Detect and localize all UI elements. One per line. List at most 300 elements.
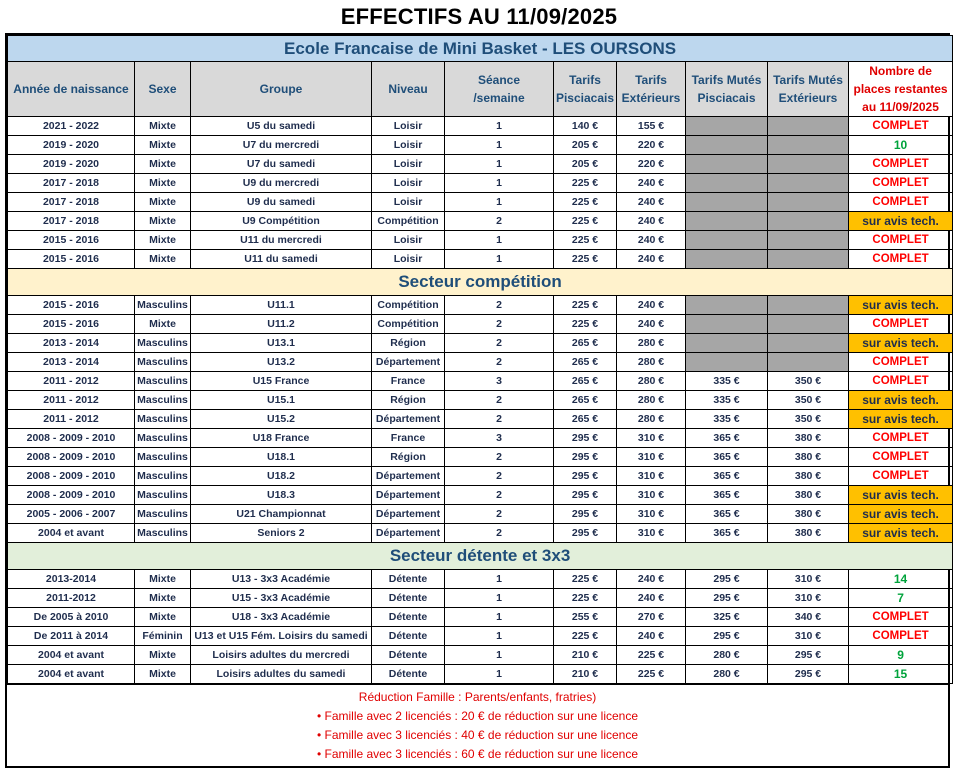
places-cell: 10 [849, 136, 953, 155]
table-row [8, 646, 953, 665]
tarif-pisciacais-cell: 265 € [554, 353, 617, 372]
section-header [8, 543, 953, 570]
mutes-exterieurs-cell: 350 € [768, 372, 849, 391]
places-cell: 9 [849, 646, 953, 665]
niveau-cell: Département [372, 486, 445, 505]
places-cell: COMPLET [849, 627, 953, 646]
table-row [8, 486, 953, 505]
sexe-cell: Mixte [135, 136, 191, 155]
places-cell: 15 [849, 665, 953, 684]
sexe-cell: Mixte [135, 193, 191, 212]
tarif-pisciacais-cell: 225 € [554, 570, 617, 589]
table-row [8, 410, 953, 429]
table-row [8, 429, 953, 448]
sexe-cell: Mixte [135, 250, 191, 269]
tarif-pisciacais-cell: 225 € [554, 315, 617, 334]
places-cell: COMPLET [849, 231, 953, 250]
col-header-mutes-exterieurs: Tarifs Mutés Extérieurs [768, 62, 849, 117]
tarif-pisciacais-cell: 225 € [554, 250, 617, 269]
tarif-exterieurs-cell: 310 € [617, 505, 686, 524]
seance-cell: 1 [445, 665, 554, 684]
seance-cell: 2 [445, 486, 554, 505]
groupe-cell: U9 du samedi [191, 193, 372, 212]
mutes-pisciacais-cell [686, 136, 768, 155]
mutes-pisciacais-cell: 280 € [686, 665, 768, 684]
table-row [8, 608, 953, 627]
groupe-cell: U21 Championnat [191, 505, 372, 524]
groupe-cell: U9 Compétition [191, 212, 372, 231]
niveau-cell: France [372, 372, 445, 391]
niveau-cell: Loisir [372, 250, 445, 269]
mutes-exterieurs-cell: 310 € [768, 627, 849, 646]
mutes-pisciacais-cell: 280 € [686, 646, 768, 665]
mutes-pisciacais-cell [686, 334, 768, 353]
mutes-pisciacais-cell: 365 € [686, 448, 768, 467]
places-cell: sur avis tech. [849, 296, 953, 315]
annee-cell: 2013 - 2014 [8, 353, 135, 372]
places-cell: COMPLET [849, 608, 953, 627]
tarif-pisciacais-cell: 265 € [554, 334, 617, 353]
annee-cell: 2004 et avant [8, 524, 135, 543]
niveau-cell: Compétition [372, 315, 445, 334]
table-row [8, 353, 953, 372]
tarif-exterieurs-cell: 280 € [617, 391, 686, 410]
places-cell: COMPLET [849, 193, 953, 212]
sexe-cell: Masculins [135, 391, 191, 410]
mutes-pisciacais-cell [686, 193, 768, 212]
groupe-cell: U11.1 [191, 296, 372, 315]
mutes-pisciacais-cell: 335 € [686, 391, 768, 410]
mutes-exterieurs-cell [768, 315, 849, 334]
tarif-pisciacais-cell: 225 € [554, 627, 617, 646]
annee-cell: 2017 - 2018 [8, 193, 135, 212]
seance-cell: 2 [445, 505, 554, 524]
discount-line: • Famille avec 3 licenciés : 60 € de réduction sur une licence [316, 747, 639, 761]
tarif-exterieurs-cell: 240 € [617, 589, 686, 608]
niveau-cell: Détente [372, 665, 445, 684]
places-cell: sur avis tech. [849, 410, 953, 429]
niveau-cell: Département [372, 353, 445, 372]
annee-cell: 2005 - 2006 - 2007 [8, 505, 135, 524]
mutes-exterieurs-cell [768, 250, 849, 269]
niveau-cell: Département [372, 505, 445, 524]
places-cell: COMPLET [849, 353, 953, 372]
annee-cell: 2019 - 2020 [8, 155, 135, 174]
table-row [8, 372, 953, 391]
tarif-exterieurs-cell: 310 € [617, 524, 686, 543]
places-cell: COMPLET [849, 467, 953, 486]
seance-cell: 1 [445, 627, 554, 646]
annee-cell: 2017 - 2018 [8, 212, 135, 231]
mutes-exterieurs-cell [768, 117, 849, 136]
niveau-cell: Compétition [372, 212, 445, 231]
table-row [8, 193, 953, 212]
mutes-pisciacais-cell [686, 117, 768, 136]
tarif-pisciacais-cell: 225 € [554, 296, 617, 315]
mutes-pisciacais-cell [686, 315, 768, 334]
table-row [8, 212, 953, 231]
sexe-cell: Mixte [135, 589, 191, 608]
tarif-pisciacais-cell: 140 € [554, 117, 617, 136]
niveau-cell: Département [372, 467, 445, 486]
mutes-exterieurs-cell: 380 € [768, 429, 849, 448]
mutes-exterieurs-cell [768, 231, 849, 250]
seance-cell: 1 [445, 155, 554, 174]
places-cell: sur avis tech. [849, 212, 953, 231]
sexe-cell: Masculins [135, 353, 191, 372]
table-row [8, 334, 953, 353]
page-title: EFFECTIFS AU 11/09/2025 [340, 4, 618, 29]
places-cell: sur avis tech. [849, 505, 953, 524]
annee-cell: 2011 - 2012 [8, 410, 135, 429]
mutes-pisciacais-cell: 295 € [686, 589, 768, 608]
niveau-cell: Loisir [372, 193, 445, 212]
seance-cell: 1 [445, 608, 554, 627]
table-row [8, 136, 953, 155]
tarif-exterieurs-cell: 310 € [617, 448, 686, 467]
places-cell: COMPLET [849, 315, 953, 334]
groupe-cell: U15.1 [191, 391, 372, 410]
annee-cell: De 2011 à 2014 [8, 627, 135, 646]
places-cell: sur avis tech. [849, 334, 953, 353]
niveau-cell: Région [372, 448, 445, 467]
annee-cell: 2008 - 2009 - 2010 [8, 486, 135, 505]
tarif-pisciacais-cell: 255 € [554, 608, 617, 627]
annee-cell: 2011 - 2012 [8, 391, 135, 410]
tarif-pisciacais-cell: 225 € [554, 174, 617, 193]
annee-cell: 2013-2014 [8, 570, 135, 589]
mutes-exterieurs-cell: 380 € [768, 505, 849, 524]
tarif-pisciacais-cell: 295 € [554, 429, 617, 448]
tarif-exterieurs-cell: 310 € [617, 486, 686, 505]
groupe-cell: U15 - 3x3 Académie [191, 589, 372, 608]
annee-cell: 2013 - 2014 [8, 334, 135, 353]
seance-cell: 3 [445, 429, 554, 448]
column-header-row [8, 62, 953, 117]
mutes-exterieurs-cell [768, 193, 849, 212]
seance-cell: 1 [445, 570, 554, 589]
mutes-pisciacais-cell [686, 155, 768, 174]
mutes-exterieurs-cell: 310 € [768, 570, 849, 589]
col-header-seance: Séance /semaine [445, 62, 554, 117]
mutes-pisciacais-cell: 325 € [686, 608, 768, 627]
sexe-cell: Mixte [135, 646, 191, 665]
tarif-pisciacais-cell: 225 € [554, 231, 617, 250]
mutes-pisciacais-cell: 365 € [686, 486, 768, 505]
annee-cell: 2015 - 2016 [8, 250, 135, 269]
table-row [8, 570, 953, 589]
seance-cell: 2 [445, 391, 554, 410]
seance-cell: 2 [445, 524, 554, 543]
seance-cell: 1 [445, 193, 554, 212]
table-row [8, 250, 953, 269]
mutes-pisciacais-cell [686, 174, 768, 193]
sexe-cell: Mixte [135, 665, 191, 684]
sexe-cell: Mixte [135, 608, 191, 627]
seance-cell: 1 [445, 117, 554, 136]
mutes-exterieurs-cell: 295 € [768, 665, 849, 684]
table-row [8, 589, 953, 608]
mutes-pisciacais-cell [686, 231, 768, 250]
tarif-exterieurs-cell: 220 € [617, 155, 686, 174]
seance-cell: 2 [445, 467, 554, 486]
mutes-exterieurs-cell: 350 € [768, 410, 849, 429]
tarif-exterieurs-cell: 280 € [617, 410, 686, 429]
places-cell: COMPLET [849, 372, 953, 391]
groupe-cell: U11.2 [191, 315, 372, 334]
groupe-cell: U13 - 3x3 Académie [191, 570, 372, 589]
annee-cell: 2015 - 2016 [8, 315, 135, 334]
groupe-cell: U18.1 [191, 448, 372, 467]
annee-cell: De 2005 à 2010 [8, 608, 135, 627]
annee-cell: 2011-2012 [8, 589, 135, 608]
mutes-pisciacais-cell: 295 € [686, 570, 768, 589]
places-cell: COMPLET [849, 429, 953, 448]
groupe-cell: U11 du mercredi [191, 231, 372, 250]
niveau-cell: Loisir [372, 155, 445, 174]
sexe-cell: Masculins [135, 448, 191, 467]
table-row [8, 231, 953, 250]
groupe-cell: Seniors 2 [191, 524, 372, 543]
table-row [8, 117, 953, 136]
places-cell: sur avis tech. [849, 391, 953, 410]
seance-cell: 1 [445, 646, 554, 665]
seance-cell: 2 [445, 353, 554, 372]
mutes-exterieurs-cell [768, 174, 849, 193]
annee-cell: 2008 - 2009 - 2010 [8, 448, 135, 467]
mutes-pisciacais-cell [686, 353, 768, 372]
places-cell: COMPLET [849, 155, 953, 174]
tarif-pisciacais-cell: 210 € [554, 665, 617, 684]
mutes-exterieurs-cell: 380 € [768, 524, 849, 543]
groupe-cell: U5 du samedi [191, 117, 372, 136]
sexe-cell: Masculins [135, 334, 191, 353]
mutes-exterieurs-cell [768, 334, 849, 353]
niveau-cell: Loisir [372, 231, 445, 250]
tarif-pisciacais-cell: 265 € [554, 372, 617, 391]
annee-cell: 2008 - 2009 - 2010 [8, 467, 135, 486]
tarif-exterieurs-cell: 225 € [617, 646, 686, 665]
groupe-cell: U18 - 3x3 Académie [191, 608, 372, 627]
groupe-cell: U18 France [191, 429, 372, 448]
effectifs-table [7, 35, 953, 684]
places-cell: COMPLET [849, 448, 953, 467]
sexe-cell: Masculins [135, 410, 191, 429]
tarif-exterieurs-cell: 220 € [617, 136, 686, 155]
col-header-tarif-exterieurs: Tarifs Extérieurs [617, 62, 686, 117]
tarif-pisciacais-cell: 295 € [554, 467, 617, 486]
niveau-cell: Détente [372, 570, 445, 589]
mutes-pisciacais-cell: 365 € [686, 524, 768, 543]
tarif-exterieurs-cell: 240 € [617, 174, 686, 193]
groupe-cell: U18.3 [191, 486, 372, 505]
niveau-cell: Région [372, 391, 445, 410]
mutes-pisciacais-cell [686, 250, 768, 269]
table-row [8, 174, 953, 193]
groupe-cell: Loisirs adultes du samedi [191, 665, 372, 684]
places-cell: sur avis tech. [849, 524, 953, 543]
places-cell: COMPLET [849, 250, 953, 269]
mutes-exterieurs-cell [768, 155, 849, 174]
niveau-cell: Détente [372, 627, 445, 646]
tarif-pisciacais-cell: 295 € [554, 486, 617, 505]
mutes-exterieurs-cell [768, 353, 849, 372]
niveau-cell: Loisir [372, 117, 445, 136]
mutes-exterieurs-cell: 380 € [768, 486, 849, 505]
tarif-exterieurs-cell: 280 € [617, 334, 686, 353]
sexe-cell: Masculins [135, 296, 191, 315]
sexe-cell: Mixte [135, 315, 191, 334]
annee-cell: 2004 et avant [8, 646, 135, 665]
sexe-cell: Masculins [135, 486, 191, 505]
tarif-exterieurs-cell: 240 € [617, 570, 686, 589]
table-row [8, 665, 953, 684]
mutes-pisciacais-cell: 335 € [686, 410, 768, 429]
seance-cell: 1 [445, 136, 554, 155]
mutes-exterieurs-cell: 340 € [768, 608, 849, 627]
table-row [8, 505, 953, 524]
tarif-pisciacais-cell: 265 € [554, 410, 617, 429]
groupe-cell: U15.2 [191, 410, 372, 429]
mutes-exterieurs-cell [768, 136, 849, 155]
sexe-cell: Masculins [135, 467, 191, 486]
niveau-cell: Loisir [372, 174, 445, 193]
groupe-cell: U13.1 [191, 334, 372, 353]
section-title: Ecole Francaise de Mini Basket - LES OURSONS [8, 36, 953, 62]
places-cell: COMPLET [849, 174, 953, 193]
groupe-cell: U7 du mercredi [191, 136, 372, 155]
section-header [8, 269, 953, 296]
annee-cell: 2008 - 2009 - 2010 [8, 429, 135, 448]
family-discount-note [7, 684, 948, 766]
tarif-pisciacais-cell: 295 € [554, 448, 617, 467]
sexe-cell: Masculins [135, 429, 191, 448]
tarif-exterieurs-cell: 155 € [617, 117, 686, 136]
groupe-cell: U13 et U15 Fém. Loisirs du samedi [191, 627, 372, 646]
seance-cell: 1 [445, 250, 554, 269]
col-header-sexe: Sexe [135, 62, 191, 117]
table-row [8, 524, 953, 543]
seance-cell: 2 [445, 448, 554, 467]
places-cell: sur avis tech. [849, 486, 953, 505]
mutes-pisciacais-cell: 295 € [686, 627, 768, 646]
tarif-exterieurs-cell: 240 € [617, 315, 686, 334]
mutes-exterieurs-cell: 295 € [768, 646, 849, 665]
effectifs-sheet [5, 33, 950, 768]
groupe-cell: U13.2 [191, 353, 372, 372]
seance-cell: 2 [445, 410, 554, 429]
sexe-cell: Masculins [135, 505, 191, 524]
tarif-exterieurs-cell: 240 € [617, 627, 686, 646]
tarif-exterieurs-cell: 240 € [617, 231, 686, 250]
section-title: Secteur compétition [8, 269, 953, 296]
table-row [8, 315, 953, 334]
groupe-cell: U11 du samedi [191, 250, 372, 269]
tarif-pisciacais-cell: 205 € [554, 155, 617, 174]
niveau-cell: France [372, 429, 445, 448]
seance-cell: 2 [445, 296, 554, 315]
tarif-pisciacais-cell: 225 € [554, 193, 617, 212]
seance-cell: 1 [445, 589, 554, 608]
annee-cell: 2015 - 2016 [8, 231, 135, 250]
sexe-cell: Mixte [135, 117, 191, 136]
groupe-cell: U15 France [191, 372, 372, 391]
tarif-exterieurs-cell: 240 € [617, 193, 686, 212]
groupe-cell: U7 du samedi [191, 155, 372, 174]
tarif-exterieurs-cell: 240 € [617, 250, 686, 269]
mutes-exterieurs-cell: 380 € [768, 467, 849, 486]
tarif-pisciacais-cell: 295 € [554, 524, 617, 543]
table-row [8, 627, 953, 646]
col-header-groupe: Groupe [191, 62, 372, 117]
sexe-cell: Mixte [135, 212, 191, 231]
seance-cell: 2 [445, 212, 554, 231]
mutes-pisciacais-cell: 365 € [686, 429, 768, 448]
mutes-exterieurs-cell: 310 € [768, 589, 849, 608]
tarif-exterieurs-cell: 280 € [617, 353, 686, 372]
niveau-cell: Détente [372, 608, 445, 627]
tarif-exterieurs-cell: 240 € [617, 212, 686, 231]
annee-cell: 2019 - 2020 [8, 136, 135, 155]
seance-cell: 1 [445, 174, 554, 193]
seance-cell: 2 [445, 334, 554, 353]
table-row [8, 296, 953, 315]
niveau-cell: Compétition [372, 296, 445, 315]
sexe-cell: Masculins [135, 524, 191, 543]
tarif-pisciacais-cell: 205 € [554, 136, 617, 155]
groupe-cell: U18.2 [191, 467, 372, 486]
col-header-places: Nombre de places restantes au 11/09/2025 [849, 62, 953, 117]
mutes-exterieurs-cell: 380 € [768, 448, 849, 467]
seance-cell: 3 [445, 372, 554, 391]
annee-cell: 2004 et avant [8, 665, 135, 684]
seance-cell: 1 [445, 231, 554, 250]
col-header-mutes-pisciacais: Tarifs Mutés Pisciacais [686, 62, 768, 117]
mutes-pisciacais-cell: 365 € [686, 505, 768, 524]
table-row [8, 391, 953, 410]
places-cell: 14 [849, 570, 953, 589]
table-row [8, 467, 953, 486]
mutes-pisciacais-cell [686, 296, 768, 315]
col-header-niveau: Niveau [372, 62, 445, 117]
tarif-exterieurs-cell: 280 € [617, 372, 686, 391]
sexe-cell: Féminin [135, 627, 191, 646]
annee-cell: 2021 - 2022 [8, 117, 135, 136]
mutes-pisciacais-cell: 335 € [686, 372, 768, 391]
seance-cell: 2 [445, 315, 554, 334]
groupe-cell: Loisirs adultes du mercredi [191, 646, 372, 665]
col-header-annee: Année de naissance [8, 62, 135, 117]
section-header [8, 36, 953, 62]
mutes-pisciacais-cell: 365 € [686, 467, 768, 486]
groupe-cell: U9 du mercredi [191, 174, 372, 193]
places-cell: COMPLET [849, 117, 953, 136]
discount-heading: Réduction Famille : Parents/enfants, fratries) [358, 690, 597, 704]
tarif-exterieurs-cell: 225 € [617, 665, 686, 684]
annee-cell: 2011 - 2012 [8, 372, 135, 391]
sexe-cell: Mixte [135, 155, 191, 174]
sexe-cell: Mixte [135, 174, 191, 193]
sexe-cell: Masculins [135, 372, 191, 391]
niveau-cell: Loisir [372, 136, 445, 155]
niveau-cell: Détente [372, 646, 445, 665]
tarif-pisciacais-cell: 225 € [554, 589, 617, 608]
niveau-cell: Région [372, 334, 445, 353]
table-row [8, 155, 953, 174]
tarif-exterieurs-cell: 240 € [617, 296, 686, 315]
tarif-pisciacais-cell: 210 € [554, 646, 617, 665]
mutes-exterieurs-cell [768, 212, 849, 231]
